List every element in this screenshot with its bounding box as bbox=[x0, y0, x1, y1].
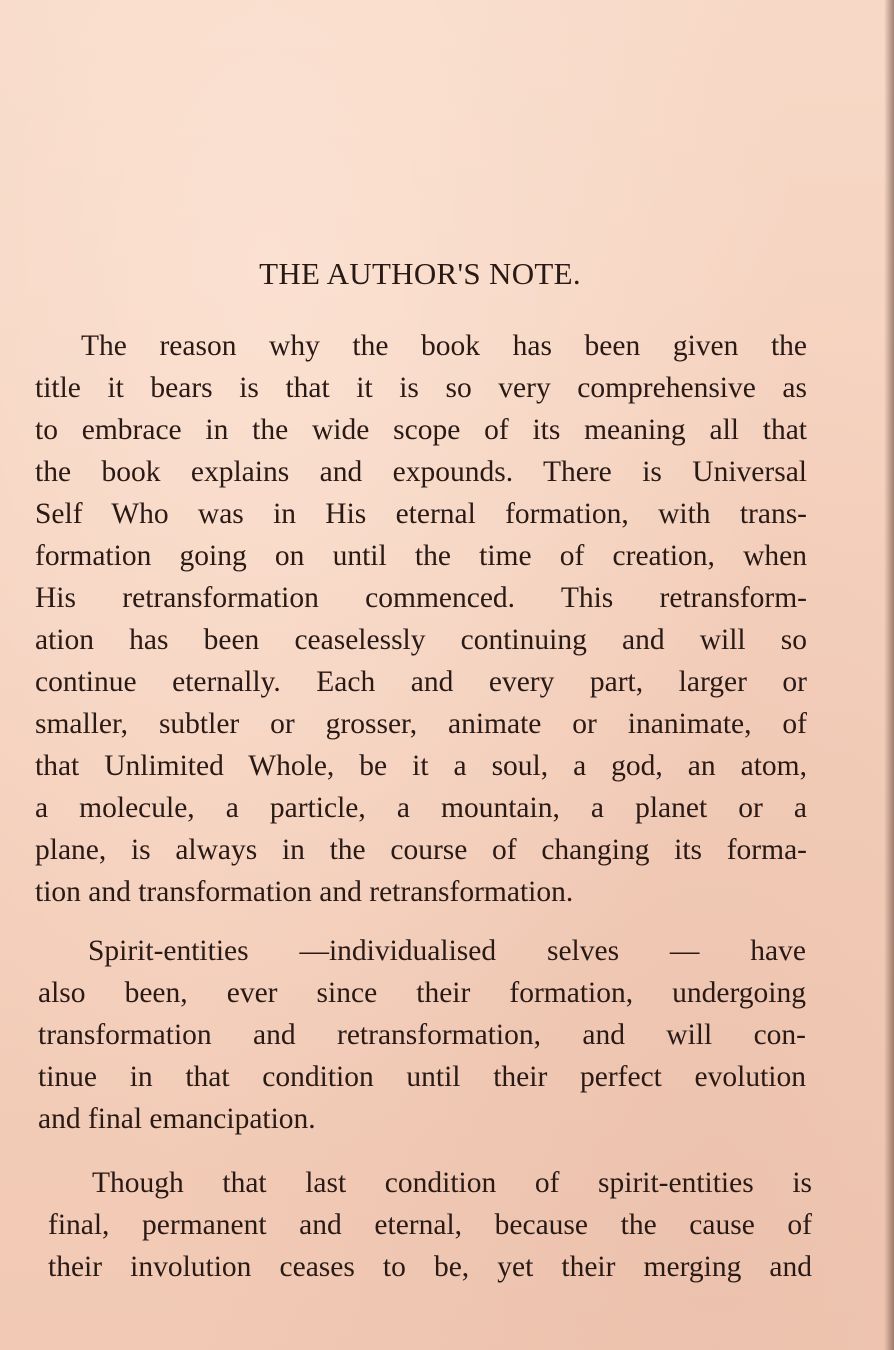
text-line: final, permanent and eternal, because the cause of bbox=[48, 1209, 812, 1241]
text-line: The reason why the book has been given the bbox=[81, 330, 807, 362]
text-line: that Unlimited Whole, be it a soul, a god, an atom, bbox=[35, 750, 807, 782]
text-line: continue eternally. Each and every part, larger or bbox=[35, 666, 807, 698]
text-line: Self Who was in His eternal formation, with trans- bbox=[35, 498, 807, 530]
text-line: smaller, subtler or grosser, animate or inanimate, of bbox=[35, 708, 807, 740]
text-line: formation going on until the time of creation, when bbox=[35, 540, 807, 572]
text-line: tion and transformation and retransformation. bbox=[35, 876, 574, 908]
page-edge-shadow bbox=[884, 0, 894, 1350]
text-line: transformation and retransformation, and will con- bbox=[38, 1019, 806, 1051]
text-line: the book explains and expounds. There is Universal bbox=[35, 456, 807, 488]
text-line: His retransformation commenced. This retransform- bbox=[35, 582, 807, 614]
page-title: THE AUTHOR'S NOTE. bbox=[259, 256, 581, 291]
text-line: Though that last condition of spirit-entities is bbox=[92, 1167, 812, 1199]
text-line: and final emancipation. bbox=[38, 1103, 316, 1135]
text-line: also been, ever since their formation, undergoing bbox=[38, 977, 806, 1009]
text-line: their involution ceases to be, yet their merging and bbox=[48, 1251, 812, 1283]
text-line: tinue in that condition until their perfect evolution bbox=[38, 1061, 806, 1093]
text-line: Spirit-entities —individualised selves — have bbox=[88, 935, 806, 967]
paragraph-1 bbox=[35, 325, 807, 913]
paragraph-3 bbox=[48, 1162, 812, 1288]
text-line: title it bears is that it is so very comprehensive as bbox=[35, 372, 807, 404]
text-line: a molecule, a particle, a mountain, a planet or a bbox=[35, 792, 807, 824]
paragraph-2 bbox=[38, 930, 806, 1140]
text-line: to embrace in the wide scope of its meaning all that bbox=[35, 414, 807, 446]
text-line: ation has been ceaselessly continuing and will so bbox=[35, 624, 807, 656]
text-line: plane, is always in the course of changing its forma- bbox=[35, 834, 807, 866]
